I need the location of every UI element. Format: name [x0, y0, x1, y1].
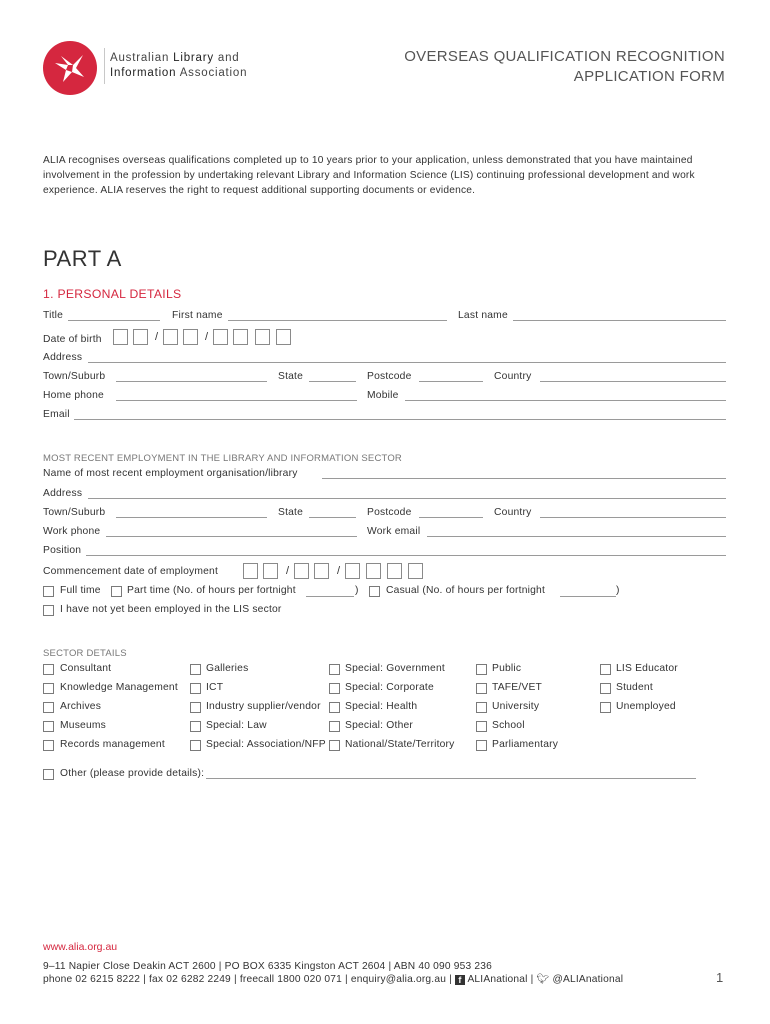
country-field[interactable] — [540, 381, 726, 382]
logo-text-line1: Australian Library and — [110, 52, 240, 64]
sector-option: Special: Government — [345, 663, 445, 674]
page-number: 1 — [716, 970, 724, 985]
title-field[interactable] — [68, 320, 160, 321]
sector-checkbox[interactable] — [476, 740, 487, 751]
casual-checkbox[interactable] — [369, 586, 380, 597]
dob-month-2[interactable] — [183, 329, 198, 345]
sector-option: TAFE/VET — [492, 682, 543, 693]
commence-day-1[interactable] — [243, 563, 258, 579]
dob-label: Date of birth — [43, 334, 102, 345]
form-title-line1: OVERSEAS QUALIFICATION RECOGNITION — [404, 48, 725, 65]
town-field[interactable] — [116, 381, 267, 382]
form-title-line2: APPLICATION FORM — [573, 68, 725, 85]
emp-town-label: Town/Suburb — [43, 507, 106, 518]
state-field[interactable] — [309, 381, 356, 382]
emp-country-field[interactable] — [540, 517, 726, 518]
sector-option: Archives — [60, 701, 102, 712]
casual-close: ) — [616, 585, 620, 596]
commencement-label: Commencement date of employment — [43, 566, 219, 577]
sector-checkbox[interactable] — [190, 664, 201, 675]
footer-contact — [43, 974, 623, 985]
dob-day-2[interactable] — [133, 329, 148, 345]
sector-checkbox[interactable] — [476, 721, 487, 732]
sector-option: Special: Corporate — [345, 682, 434, 693]
work-email-label: Work email — [367, 526, 421, 537]
sector-checkbox[interactable] — [329, 683, 340, 694]
commence-separator: / — [286, 565, 290, 577]
sector-option: Galleries — [206, 663, 249, 674]
sector-option: Museums — [60, 720, 107, 731]
twitter-icon: 🐦︎ — [536, 974, 550, 985]
facebook-handle[interactable]: ALIAnational — [467, 974, 528, 985]
sector-checkbox[interactable] — [190, 740, 201, 751]
commence-year-3[interactable] — [387, 563, 402, 579]
dob-year-3[interactable] — [255, 329, 270, 345]
mobile-label: Mobile — [367, 390, 399, 401]
facebook-icon: f — [455, 975, 465, 985]
not-employed-checkbox[interactable] — [43, 605, 54, 616]
work-email-field[interactable] — [427, 536, 726, 537]
sector-heading: SECTOR DETAILS — [43, 648, 127, 659]
intro-paragraph: ALIA recognises overseas qualifications completed up to 10 years prior to your application, unless demonstrated that you have maintained involvement in the profession by undertaking relevant Library and Information Science (LIS) continuing professional development and work experience. ALIA reserves the right to request additional supporting documents or evidence. — [43, 155, 695, 196]
last-name-field[interactable] — [513, 320, 726, 321]
sector-checkbox[interactable] — [476, 664, 487, 675]
sector-checkbox[interactable] — [43, 721, 54, 732]
footer-address: 9–11 Napier Close Deakin ACT 2600 | PO BOX 6335 Kingston ACT 2604 | ABN 40 090 953 236 — [43, 961, 492, 972]
last-name-label: Last name — [458, 310, 508, 321]
sector-checkbox[interactable] — [600, 702, 611, 713]
commence-month-1[interactable] — [294, 563, 309, 579]
address-label: Address — [43, 352, 83, 363]
part-time-label: Part time (No. of hours per fortnight — [127, 585, 296, 596]
sector-option: Student — [616, 682, 653, 693]
twitter-handle[interactable]: @ALIAnational — [552, 974, 624, 985]
emp-address-field[interactable] — [88, 498, 726, 499]
org-label: Name of most recent employment organisation/library — [43, 468, 298, 479]
other-checkbox[interactable] — [43, 769, 54, 780]
sector-checkbox[interactable] — [190, 721, 201, 732]
commence-separator: / — [337, 565, 341, 577]
commence-year-1[interactable] — [345, 563, 360, 579]
position-label: Position — [43, 545, 82, 556]
commence-day-2[interactable] — [263, 563, 278, 579]
sector-checkbox[interactable] — [43, 702, 54, 713]
work-phone-label: Work phone — [43, 526, 101, 537]
email-label: Email — [43, 409, 70, 420]
sector-option: Knowledge Management — [60, 682, 178, 693]
emp-country-label: Country — [494, 507, 532, 518]
other-details-field[interactable] — [206, 778, 696, 779]
casual-hours-field[interactable] — [560, 596, 616, 597]
sector-checkbox[interactable] — [476, 702, 487, 713]
address-field[interactable] — [88, 362, 726, 363]
star-logo-icon — [43, 41, 97, 95]
sector-option: Consultant — [60, 663, 112, 674]
sector-checkbox[interactable] — [190, 683, 201, 694]
sector-option: Industry supplier/vendor — [206, 701, 321, 712]
commence-year-4[interactable] — [408, 563, 423, 579]
sector-option: Special: Association/NFP — [206, 739, 326, 750]
sector-option: School — [492, 720, 525, 731]
mobile-field[interactable] — [405, 400, 726, 401]
alia-logo — [43, 41, 97, 95]
sector-checkbox[interactable] — [43, 664, 54, 675]
sector-option: ICT — [206, 682, 224, 693]
sector-option: Parliamentary — [492, 739, 559, 750]
part-time-hours-field[interactable] — [306, 596, 354, 597]
sector-checkbox[interactable] — [329, 664, 340, 675]
commence-month-2[interactable] — [314, 563, 329, 579]
footer-website-link[interactable]: www.alia.org.au — [43, 941, 118, 953]
dob-year-2[interactable] — [233, 329, 248, 345]
part-heading: PART A — [43, 246, 122, 271]
first-name-label: First name — [172, 310, 223, 321]
part-time-checkbox[interactable] — [111, 586, 122, 597]
town-label: Town/Suburb — [43, 371, 106, 382]
sector-checkbox[interactable] — [600, 683, 611, 694]
commence-year-2[interactable] — [366, 563, 381, 579]
first-name-field[interactable] — [228, 320, 447, 321]
emp-state-label: State — [278, 507, 304, 518]
emp-town-field[interactable] — [116, 517, 267, 518]
dob-separator: / — [155, 331, 159, 343]
full-time-checkbox[interactable] — [43, 586, 54, 597]
org-field[interactable] — [322, 478, 726, 479]
country-label: Country — [494, 371, 532, 382]
emp-postcode-field[interactable] — [419, 517, 483, 518]
employment-heading: MOST RECENT EMPLOYMENT IN THE LIBRARY AND INFORMATION SECTOR — [43, 453, 402, 464]
full-time-label: Full time — [60, 585, 101, 596]
sector-checkbox[interactable] — [43, 683, 54, 694]
sector-option: Records management — [60, 739, 165, 750]
personal-details-heading: 1. PERSONAL DETAILS — [43, 287, 182, 301]
state-label: State — [278, 371, 304, 382]
sector-checkbox[interactable] — [329, 721, 340, 732]
dob-year-1[interactable] — [213, 329, 228, 345]
sector-option: Special: Law — [206, 720, 267, 731]
title-label: Title — [43, 310, 64, 321]
sector-checkbox[interactable] — [600, 664, 611, 675]
dob-separator: / — [205, 331, 209, 343]
sector-checkbox[interactable] — [43, 740, 54, 751]
work-phone-field[interactable] — [106, 536, 357, 537]
emp-state-field[interactable] — [309, 517, 356, 518]
footer-separator: | — [530, 974, 534, 985]
sector-checkbox[interactable] — [476, 683, 487, 694]
sector-option: National/State/Territory — [345, 739, 455, 750]
dob-month-1[interactable] — [163, 329, 178, 345]
sector-option: Unemployed — [616, 701, 676, 712]
sector-option: University — [492, 701, 540, 712]
not-employed-label: I have not yet been employed in the LIS sector — [60, 604, 282, 615]
dob-year-4[interactable] — [276, 329, 291, 345]
email-field[interactable] — [74, 419, 726, 420]
home-phone-field[interactable] — [116, 400, 357, 401]
sector-option: Public — [492, 663, 522, 674]
sector-checkbox[interactable] — [329, 740, 340, 751]
logo-divider — [104, 48, 105, 84]
home-phone-label: Home phone — [43, 390, 104, 401]
footer-contact-text: phone 02 6215 8222 | fax 02 6282 2249 | freecall 1800 020 071 | enquiry@alia.org.au | — [43, 974, 452, 985]
sector-checkbox[interactable] — [329, 702, 340, 713]
emp-address-label: Address — [43, 488, 83, 499]
sector-checkbox[interactable] — [190, 702, 201, 713]
other-label: Other (please provide details): — [60, 768, 205, 779]
postcode-label: Postcode — [367, 371, 412, 382]
position-field[interactable] — [86, 555, 726, 556]
dob-day-1[interactable] — [113, 329, 128, 345]
emp-postcode-label: Postcode — [367, 507, 412, 518]
postcode-field[interactable] — [419, 381, 483, 382]
sector-option: Special: Health — [345, 701, 418, 712]
sector-option: LIS Educator — [616, 663, 678, 674]
logo-text-line2: Information Association — [110, 67, 248, 79]
casual-label: Casual (No. of hours per fortnight — [386, 585, 546, 596]
part-time-close: ) — [355, 585, 359, 596]
sector-option: Special: Other — [345, 720, 414, 731]
